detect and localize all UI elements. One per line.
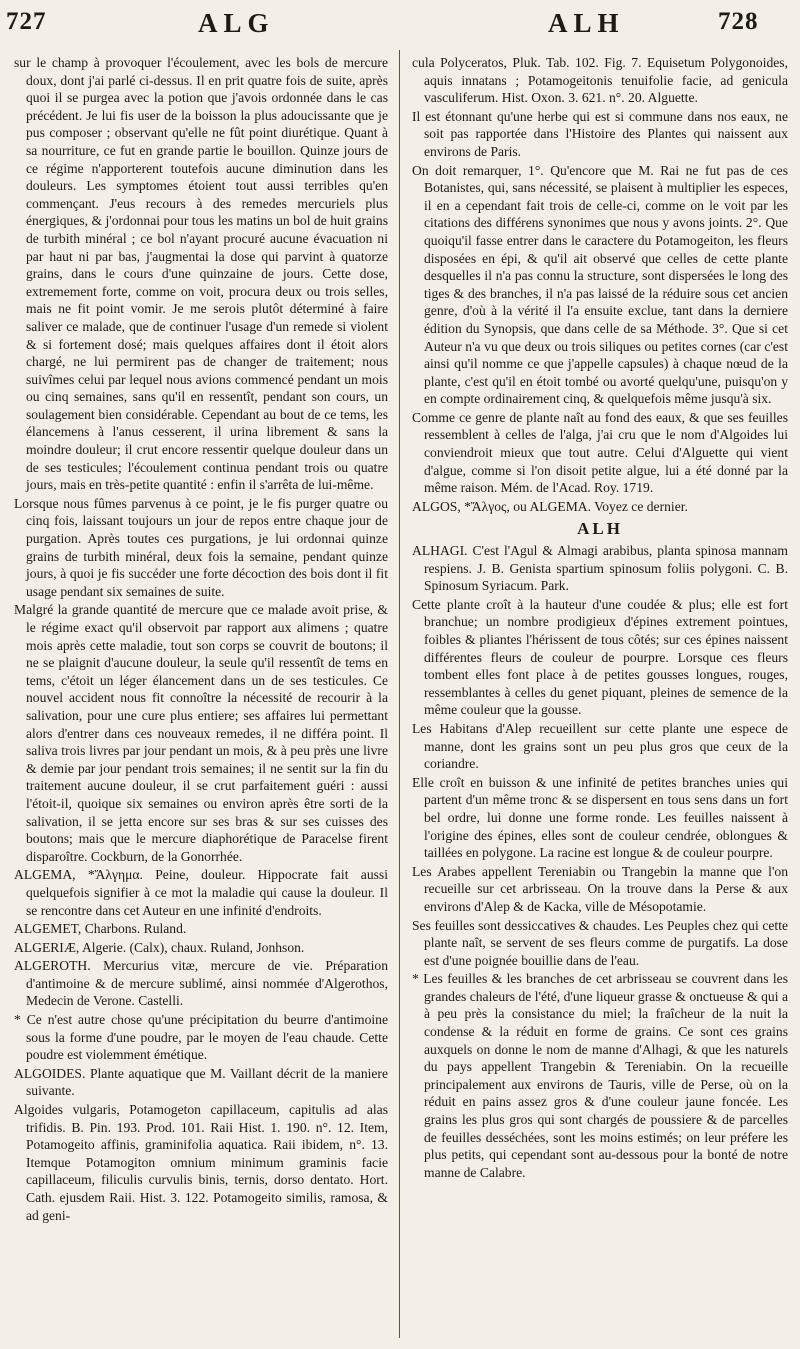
- left-column: [14, 54, 388, 1339]
- entry-algemet: ALGEMET, Charbons. Ruland.: [14, 921, 187, 937]
- paragraph: * Ce n'est autre chose qu'une précipitation du beurre d'antimoine sous la forme d'une poudre, par le moyen de l'eau chaude. Cette poudre est violemment émétique.: [14, 1012, 388, 1063]
- paragraph: * Les feuilles & les branches de cet arbrisseau se couvrent dans les grandes chaleurs de l'été, d'une liqueur grasse & onctueuse & qui a à peu près la consistance du miel; la fraîcheur de la nuit la condense & la réduit en forme de grains. Ce sont ces grains auxquels on donne le nom de manne d'Alhagi, & que les naturels du pays appellent Trangebin & Tereniabin. On la recueille principalement aux environs de Tauris, ville de Perse, où on la réduit en pains assez gros & d'une couleur jaune foncée. Les grains les plus gros qui sont chargés de poussiere & de parcelles de feuilles desséchées, sont les moins estimés; on leur préfere les plus petits, qui cependant sont au-dessous pour la bonté de notre manne de Calabre.: [412, 971, 788, 1180]
- paragraph: Cette plante croît à la hauteur d'une coudée & plus; elle est fort branchue; un nombre prodigieux d'épines extrement pointues, foibles & pliantes l'hérissent de tous côtés; sur ces épines naissent différentes fleurs de couleur de pourpre. Lorsque ces fleurs tombent elles font place à de petites gousses longues, rouges, ressemblantes à celles du genet piquant, pleines de semence de la même couleur que la gousse.: [412, 596, 788, 718]
- entry-algos: ALGOS, *Ἄλγος, ou ALGEMA. Voyez ce dernier.: [412, 498, 688, 514]
- paragraph: Il est étonnant qu'une herbe qui est si commune dans nos eaux, ne soit pas rapportée dans l'Histoire des Plantes qui naissent aux environs de Paris.: [412, 108, 788, 159]
- paragraph: Lorsque nous fûmes parvenus à ce point, je le fis purger quatre ou cinq fois, laissant toujours un jour de repos entre chaque jour de purgation. Après toutes ces purgations, je lui ordonnai quinze grains de turbith minéral, deux fois la semaine, pendant quinze jours, à quoi je fis succéder une forte décoction des bois dont il fit usage pendant six semaines de suite.: [14, 495, 388, 599]
- page-number-right: 728: [718, 8, 759, 35]
- paragraph: Ses feuilles sont dessiccatives & chaudes. Les Peuples chez qui cette plante naît, se servent de ses fleurs comme de purgatifs. La dose est d'une poignée bouillie dans de l'eau.: [412, 917, 788, 968]
- paragraph: Malgré la grande quantité de mercure que ce malade avoit prise, & le régime exact qu'il observoit par rapport aux alimens ; quatre mois après cette maladie, tout son corps se couvrit de boutons; il ne se plaignit d'aucune douleur, la seule qu'il ressentît de tems en tems, c'étoit un léger élancement dans un de ses testicules. Ce nouvel accident nous fit connoître la nécessité de recourir à la salivation, pour une cure plus entiere; ses affaires lui permettant alors d'entrer dans ces nouveaux remedes, il ne différa point. Il saliva trois livres par jour pendant un mois, & à peu près une livre & demie par jour pendant trois semaines; il ne sentit sur la fin du traitement aucune douleur, il se crut parfaitement guéri : aussi l'étoit-il, quoique six semaines ou environ après être sorti de la salivation, il se jetta encore sur ses bras & sur ses cuisses des boutons; mais que le mercure diaphorétique de Paracelse firent disparoître. Cockburn, de la Gonorrhée.: [14, 602, 388, 864]
- right-column: [412, 54, 788, 1339]
- paragraph: Algoides vulgaris, Potamogeton capillaceum, capitulis ad alas trifidis. B. Pin. 193. Prod. 101. Raii Hist. 1. 190. n°. 12. Item, Potamogeito affinis, graminifolia aquatica. Raii ibidem, n°. 13. Itemque Potamogiton omnium minimum graminis facie capillaceum, filiculis curvulis binis, ternis, dorso dentato. Hort. Cath. ejusdem Raii. Hist. 3. 122. Potamogeito similis, ramosa, & ad geni-: [14, 1102, 388, 1223]
- paragraph: Les Habitans d'Alep recueillent sur cette plante une espece de manne, dont les grains sont un peu plus gros que ceux de la coriandre.: [412, 720, 788, 772]
- entry-algeriae: ALGERIÆ, Algerie. (Calx), chaux. Ruland, Jonhson.: [14, 939, 305, 955]
- running-headword-right: ALH: [548, 8, 625, 38]
- page-number-left: 727: [6, 8, 47, 35]
- entry-algema: ALGEMA, *Ἄλγημα. Peine, douleur. Hippocrate fait aussi quelquefois signifier à ce mot la maladie qui cause la douleur. Il se rencontre dans cet Auteur en une infinité d'endroits.: [14, 867, 388, 918]
- running-headword-left: ALG: [198, 8, 275, 38]
- paragraph: cula Polyceratos, Pluk. Tab. 102. Fig. 7. Equisetum Polygonoides, aquis innatans ; Potamogeitonis tenuifolie facie, ad genicula vasculiferum. Hist. Oxon. 3. 621. n°. 20. Alguette.: [412, 55, 788, 106]
- paragraph: Les Arabes appellent Tereniabin ou Trangebin la manne que l'on recueille sur cet arbrisseau. On la trouve dans la Perse & aux environs d'Alep & de Kacka, ville de Mésopotamie.: [412, 863, 788, 914]
- column-divider: [399, 50, 400, 1338]
- entry-alhagi: ALHAGI. C'est l'Agul & Almagi arabibus, planta spinosa mannam respiens. J. B. Genista spartium spinosum foliis polygoni. C. B. Spinosum Syriacum. Park.: [412, 543, 788, 594]
- paragraph: sur le champ à provoquer l'écoulement, avec les bols de mercure doux, dont j'ai parlé ci-dessus. Il en prit quatre fois de suite, après quoi il se purgea avec la potion que j'avois ordonnée dans le cas précédent. Je lui fis user de la boisson la plus adoucissante que je pus composer ; observant qu'elle ne fût point diurétique. Quant à sa nourriture, ce fut en grande partie le bouillon. Quinze jours de ce régime n'apporterent toutefois aucune diminution dans les douleurs. Les symptomes étoient tout aussi terribles qu'en commençant. J'eus recours à des remedes mercuriels plus énergiques, & j'ordonnai pour tous les matins un bol de huit grains de turbith minéral ; ce bol n'ayant procuré aucune évacuation ni par haut ni par bas, j'augmentai la dose qui parvint à quatorze grains, dans le cours d'une quinzaine de jours. Cette dose, extremement forte, comme on voit, procura deux ou trois selles, mais ne fit point vomir. Je me serois plutôt déterminé à faire saliver ce malade, que de continuer l'usage d'un remede si violent & si fortement dosé; mais quelques affaires dont il étoit alors chargé, ne lui permirent pas de changer de traitement; nous suivîmes celui par lequel nous avions commencé pendant un mois ou cinq semaines, sans qu'il en ressentît, pendant son cours, un soulagement bien considérable. Cependant au bout de ce tems, les élancemens à l'anus cesserent, il urina librement & sans la moindre douleur; il crut encore ressentir quelque douleur dans un de ses testicules; l'écoulement continua pendant trois ou quatre jours, mais en très-petite quantité : enfin il s'arrêta de lui-même.: [14, 55, 388, 493]
- paragraph: Elle croît en buisson & une infinité de petites branches unies qui partent d'un même tronc & se dispersent en tous sens dans un fort bel ordre, lui donne une forme ronde. Les feuilles naissent à l'origine des épines, elles sont de couleur cendrée, oblongues & taillées en polygone. La racine est longue & de couleur pourpre.: [412, 774, 788, 861]
- paragraph: On doit remarquer, 1°. Qu'encore que M. Rai ne fut pas de ces Botanistes, qui, sans nécessité, se plaisent à multiplier les especes, il en a cependant fait trois de celle-ci, comme on le voit par les citations des différens synonimes que nous y avons joints. 2°. Que quoiqu'il fasse entrer dans le caractere du Potamogeiton, les fleurs disposées en épi, & qu'il ait observé que celles de cette plante desquelles il n'a pas connu la structure, sont dispersées le long des tiges & des branches, il n'a pas laissé de la réduire sous cet ancien genre, d'où à la vérité il l'a ensuite exclue, tant dans la derniere édition du Synopsis, que dans celle de sa Méthode. 3°. Que si cet Auteur n'a vu que deux ou trois siliques ou petites cornes (car c'est ainsi qu'il nomme ce que j'appelle capsules) à chaque nœud de la plante, c'est qu'il en étoit tombé ou avorté quelqu'une, puisqu'on y en compte ordinairement cinq, & quelquefois même jusqu'à six.: [412, 162, 788, 407]
- entry-algoides: ALGOIDES. Plante aquatique que M. Vaillant décrit de la maniere suivante.: [14, 1065, 388, 1099]
- paragraph: Comme ce genre de plante naît au fond des eaux, & que ses feuilles ressemblent à celles de l'alga, j'ai cru que le nom d'Algoides lui conviendroit mieux que tout autre. Celui d'Alguette qui vient d'algue, comme si l'on disoit petite algue, lui a été donné par la même raison. Mém. de l'Acad. Roy. 1719.: [412, 409, 788, 496]
- entry-algeroth: ALGEROTH. Mercurius vitæ, mercure de vie. Préparation d'antimoine & de mercure sublimé, ainsi nommée d'Algerothos, Medecin de Verone. Castelli.: [14, 958, 388, 1009]
- section-heading: ALH: [577, 519, 623, 539]
